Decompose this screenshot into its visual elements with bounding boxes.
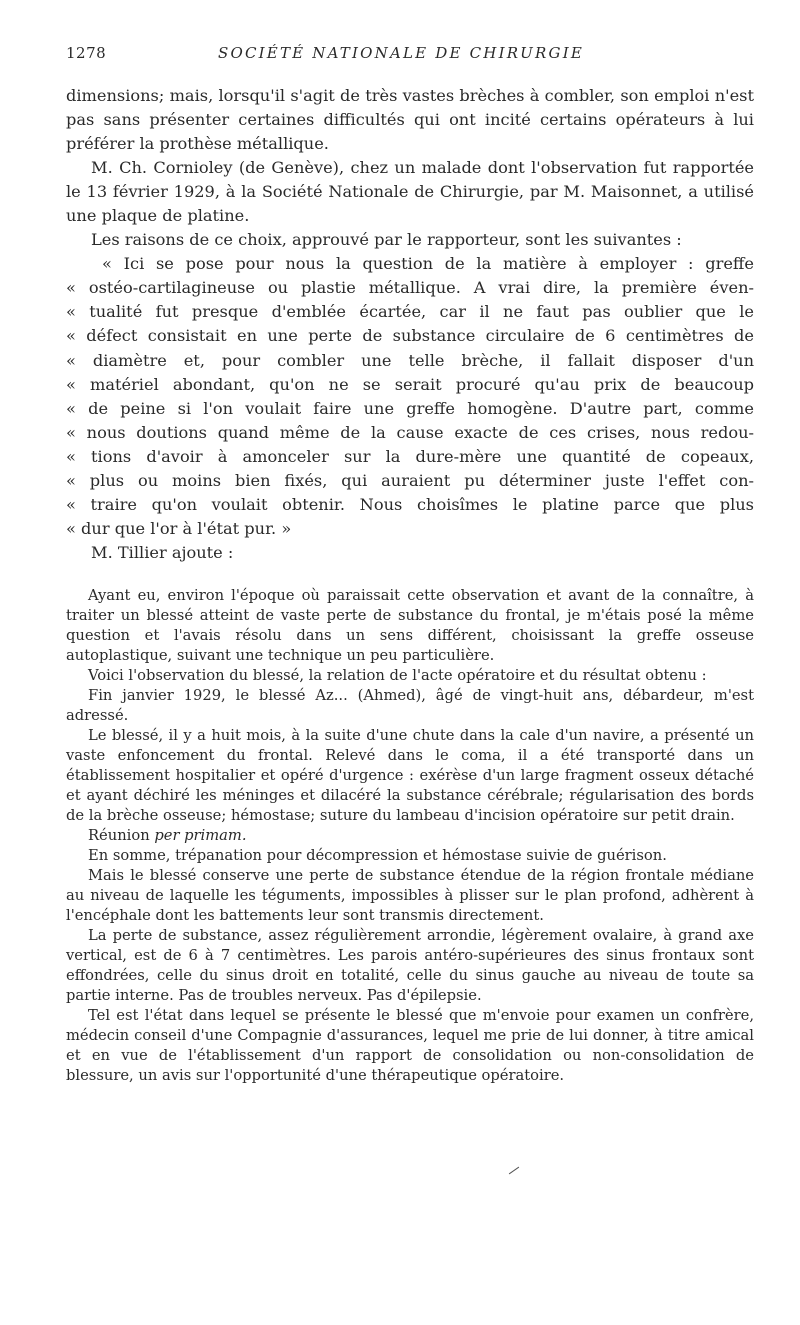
running-head: SOCIÉTÉ NATIONALE DE CHIRURGIE [218,44,584,62]
quotation [66,252,754,541]
main-text [66,84,754,565]
quote-line: « Ici se pose pour nous la question de la matière à employer : greffe [102,254,754,274]
quote-line: « plus ou moins bien fixés, qui auraient pu déterminer juste l'effet con- [66,470,754,490]
paragraph: En somme, trépanation pour décompression et hémostase suivie de guérison. [88,847,667,864]
reunion-italic: per primam. [154,827,247,844]
paragraph: La perte de substance, assez régulièrement arrondie, légèrement ovalaire, à grand axe vertical, est de 6 à 7 centimètres. Les parois antéro-supérieures des sinus frontaux sont effondrées, celle du sinus droit en totalité, celle du sinus gauche au niveau de toute sa partie interne. Pas de troubles nerveux. Pas d'épilepsie. [66,927,754,1004]
paragraph: Tel est l'état dans lequel se présente le blessé que m'envoie pour examen un confrère, médecin conseil d'une Compagnie d'assurances, lequel me prie de lui donner, à titre amical et en vue de l'établissement d'un rapport de consolidation ou non-consolidation de blessure, un avis sur l'opportunité d'une thérapeutique opératoire. [66,1007,754,1084]
paragraph: Les raisons de ce choix, approuvé par le rapporteur, sont les suivantes : [91,230,682,250]
quote-line: « traire qu'on voulait obtenir. Nous choisîmes le platine parce que plus [66,494,754,514]
page-number: 1278 [66,44,107,62]
quote-line: « diamètre et, pour combler une telle brèche, il fallait disposer d'un [66,350,754,370]
paragraph: dimensions; mais, lorsqu'il s'agit de très vastes brèches à combler, son emploi n'est pas sans présenter certaines difficultés qui ont incité certains opérateurs à lui préférer la prothèse métallique. [66,86,754,154]
reunion-prefix: Réunion [88,827,150,844]
paragraph: M. Ch. Cornioley (de Genève), chez un malade dont l'observation fut rapportée le 13 février 1929, à la Société Nationale de Chirurgie, par M. Maisonnet, a utilisé une plaque de platine. [66,158,754,226]
paragraph: M. Tillier ajoute : [91,542,234,562]
small-print-text [66,586,754,1086]
paragraph: Fin janvier 1929, le blessé Az... (Ahmed), âgé de vingt-huit ans, débardeur, m'est adressé. [66,687,754,724]
quote-line: « tualité fut presque d'emblée écartée, car il ne faut pas oublier que le [66,302,754,322]
paragraph: Voici l'observation du blessé, la relation de l'acte opératoire et du résultat obtenu : [88,667,707,684]
paragraph: Ayant eu, environ l'époque où paraissait cette observation et avant de la connaître, à traiter un blessé atteint de vaste perte de substance du frontal, je m'étais posé la même question et l'avais résolu dans un sens différent, choisissant la greffe osseuse autoplastique, suivant une technique un peu particulière. [66,587,754,664]
quote-line: « matériel abondant, qu'on ne se serait procuré qu'au prix de beaucoup [66,374,754,394]
quote-line: « de peine si l'on voulait faire une greffe homogène. D'autre part, comme [66,398,754,418]
quote-line: « ostéo-cartilagineuse ou plastie métallique. A vrai dire, la première éven- [66,278,754,298]
quote-line: « dur que l'or à l'état pur. » [66,518,292,538]
paragraph: Le blessé, il y a huit mois, à la suite d'une chute dans la cale d'un navire, a présenté un vaste enfoncement du frontal. Relevé dans le coma, il a été transporté dans un établissement hospitalier et opéré d'urgence : exérèse d'un large fragment osseux détaché et ayant déchiré les méninges et dilacéré la substance cérébrale; régularisation des bords de la brèche osseuse; hémostase; suture du lambeau d'incision opératoire sur petit drain. [66,727,754,824]
paragraph: Mais le blessé conserve une perte de substance étendue de la région frontale médiane au niveau de laquelle les téguments, impossibles à plisser sur le plan profond, adhèrent à l'encéphale dont les battements leur sont transmis directement. [66,867,754,924]
paragraph [66,826,754,846]
page-header [66,44,736,66]
quote-line: « tions d'avoir à amonceler sur la dure-mère une quantité de copeaux, [66,446,754,466]
quote-line: « défect consistait en une perte de substance circulaire de 6 centimètres de [66,326,754,346]
quote-line: « nous doutions quand même de la cause exacte de ces crises, nous redou- [66,422,754,442]
pencil-mark [509,1167,519,1175]
